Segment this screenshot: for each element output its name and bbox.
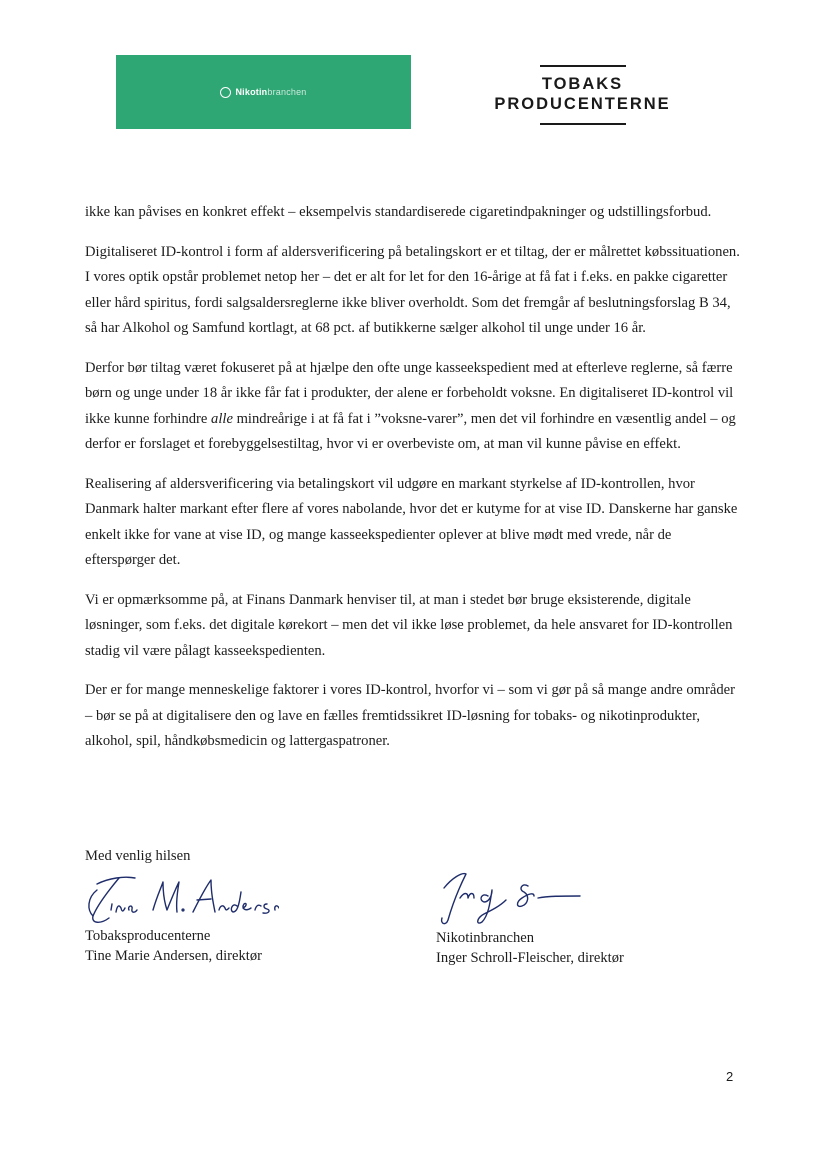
nikotinbranchen-logo bbox=[116, 55, 411, 129]
page-number: 2 bbox=[726, 1069, 734, 1084]
signature-tine-andersen bbox=[79, 866, 279, 928]
logo-bottom-rule bbox=[540, 123, 626, 125]
org-name: Tobaksproducenterne bbox=[85, 928, 211, 944]
signature-block-right bbox=[436, 928, 624, 968]
nikotinbranchen-logo-text: Nikotinbranchen bbox=[235, 87, 307, 97]
paragraph-5: Vi er opmærksomme på, at Finans Danmark henviser til, at man i stedet bør bruge eksisterende, digitale løsninger, som f.eks. det digitale kørekort – men det vil ikke løse problemet, da hele ansvaret for ID-kontrollen stadig vil være pålagt kasseekspedienten. bbox=[85, 591, 733, 659]
letter-body bbox=[85, 200, 740, 769]
paragraph-3: Derfor bør tiltag været fokuseret på at hjælpe den ofte unge kasseekspedient med at efterleve reglerne, så færre børn og unge under 18 år ikke får fat i produkter, der alene er forbeholdt voksne. En digitaliseret ID-kontrol vil ikke kunne forhindre alle mindreårige i at få fat i ”voksne-varer”, men det vil forhindre en væsentlig andel – og derfor er forslaget et forebyggelsestiltag, hvor vi er overbeviste om, at man vil kunne påvise en effekt. bbox=[85, 359, 736, 452]
signatory-name: Inger Schroll-Fleischer, direktør bbox=[436, 950, 624, 966]
paragraph-6: Der er for mange menneskelige faktorer i vores ID-kontrol, hvorfor vi – som vi gør på så mange andre områder – bør se på at digitalisere den og lave en fælles fremtidssikret ID-løsning for tobaks- og nikotinprodukter, alkohol, spil, håndkøbsmedicin og lattergaspatroner. bbox=[85, 682, 736, 749]
signature-inger-schroll-fleischer bbox=[430, 862, 600, 928]
logo-line-2: PRODUCENTERNE bbox=[494, 95, 671, 113]
circle-logo-icon bbox=[220, 87, 231, 98]
logo-line-1: TOBAKS bbox=[541, 75, 624, 93]
logo-top-rule bbox=[540, 65, 626, 67]
signatory-name: Tine Marie Andersen, direktør bbox=[85, 948, 262, 964]
tobaksproducenterne-logo bbox=[485, 65, 680, 125]
paragraph-4: Realisering af aldersverificering via betalingskort vil udgøre en markant styrkelse af ID-kontrollen, hvor Danmark halter markant efter flere af vores nabolande, hvor det er kutyme for at vise ID. Danskerne har ganske enkelt ikke for vane at vise ID, og mange kasseekspedienter oplever at blive mødt med vrede, når de efterspørger det. bbox=[85, 475, 738, 568]
paragraph-1: ikke kan påvises en konkret effekt – eksempelvis standardiserede cigaretindpakninger og udstillingsforbud. bbox=[85, 204, 712, 220]
signature-block-left bbox=[85, 926, 262, 966]
closing-salutation: Med venlig hilsen bbox=[85, 848, 191, 864]
org-name: Nikotinbranchen bbox=[436, 930, 535, 946]
paragraph-2: Digitaliseret ID-kontrol i form af aldersverificering på betalingskort er et tiltag, der er målrettet købssituationen. I vores optik opstår problemet netop her – det er alt for let for den 16-årige at få fat i f.eks. en pakke cigaretter eller hård spiritus, fordi salgsaldersreglerne ikke bliver overholdt. Som det fremgår af beslutningsforslag B 34, så har Alkohol og Samfund kortlagt, at 68 pct. af butikkerne sælger alkohol til unge under 16 år. bbox=[85, 243, 740, 336]
